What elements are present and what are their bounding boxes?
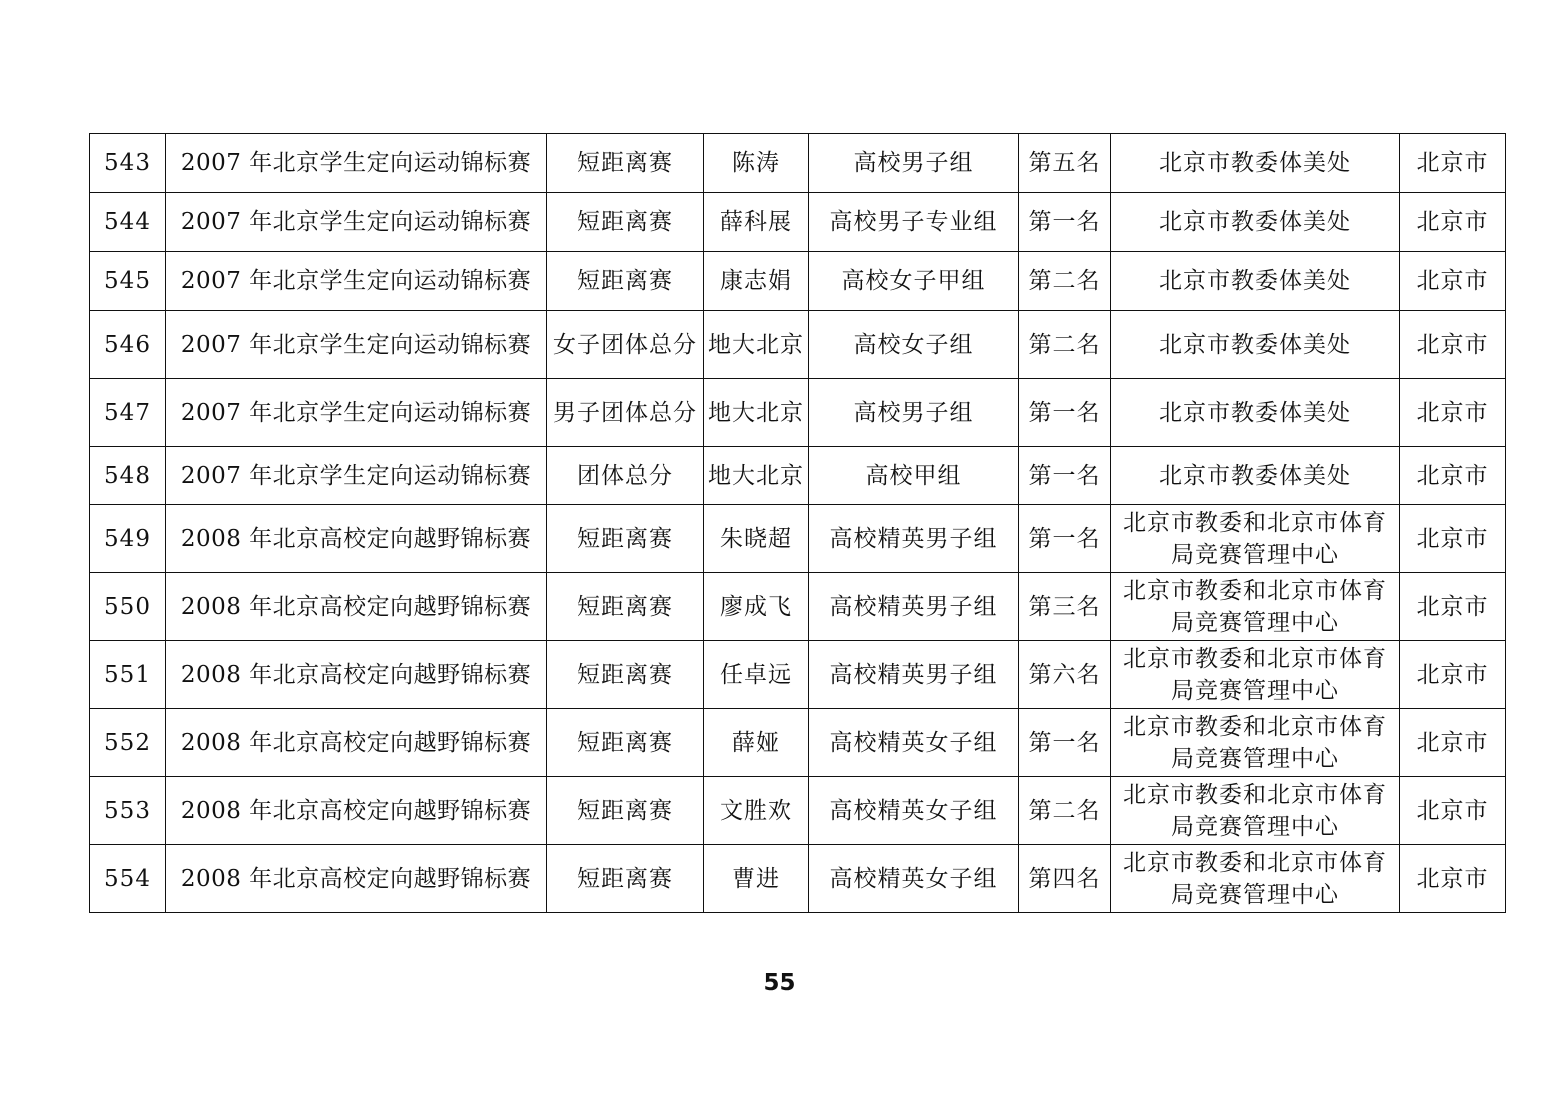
cell-organizer: 北京市教委和北京市体育局竞赛管理中心 — [1111, 777, 1400, 845]
cell-city: 北京市 — [1400, 777, 1506, 845]
cell-city: 北京市 — [1400, 252, 1506, 311]
cell-city: 北京市 — [1400, 447, 1506, 505]
cell-name: 地大北京 — [704, 311, 809, 379]
table-row — [90, 311, 1506, 379]
cell-rank: 第一名 — [1019, 447, 1111, 505]
cell-event: 2008 年北京高校定向越野锦标赛 — [166, 709, 547, 777]
cell-event: 2008 年北京高校定向越野锦标赛 — [166, 777, 547, 845]
cell-rank: 第二名 — [1019, 252, 1111, 311]
cell-group: 高校精英男子组 — [809, 641, 1019, 709]
cell-event: 2007 年北京学生定向运动锦标赛 — [166, 379, 547, 447]
cell-item: 短距离赛 — [547, 777, 704, 845]
table-row — [90, 709, 1506, 777]
cell-organizer: 北京市教委体美处 — [1111, 252, 1400, 311]
cell-number: 544 — [90, 193, 166, 252]
cell-rank: 第三名 — [1019, 573, 1111, 641]
cell-city: 北京市 — [1400, 845, 1506, 913]
cell-city: 北京市 — [1400, 311, 1506, 379]
cell-rank: 第五名 — [1019, 134, 1111, 193]
table-row — [90, 193, 1506, 252]
cell-rank: 第二名 — [1019, 311, 1111, 379]
cell-name: 朱晓超 — [704, 505, 809, 573]
cell-group: 高校女子甲组 — [809, 252, 1019, 311]
cell-group: 高校男子组 — [809, 379, 1019, 447]
cell-group: 高校精英女子组 — [809, 777, 1019, 845]
cell-group: 高校男子专业组 — [809, 193, 1019, 252]
cell-item: 短距离赛 — [547, 505, 704, 573]
cell-city: 北京市 — [1400, 505, 1506, 573]
cell-organizer: 北京市教委体美处 — [1111, 311, 1400, 379]
awards-table-body — [90, 134, 1506, 913]
cell-name: 曹进 — [704, 845, 809, 913]
cell-number: 552 — [90, 709, 166, 777]
cell-number: 546 — [90, 311, 166, 379]
cell-item: 短距离赛 — [547, 193, 704, 252]
cell-event: 2007 年北京学生定向运动锦标赛 — [166, 252, 547, 311]
cell-name: 薛娅 — [704, 709, 809, 777]
cell-organizer: 北京市教委体美处 — [1111, 134, 1400, 193]
cell-organizer: 北京市教委体美处 — [1111, 447, 1400, 505]
cell-city: 北京市 — [1400, 193, 1506, 252]
cell-name: 薛科展 — [704, 193, 809, 252]
cell-event: 2007 年北京学生定向运动锦标赛 — [166, 447, 547, 505]
cell-rank: 第二名 — [1019, 777, 1111, 845]
table-row — [90, 845, 1506, 913]
cell-name: 文胜欢 — [704, 777, 809, 845]
cell-organizer: 北京市教委和北京市体育局竞赛管理中心 — [1111, 505, 1400, 573]
cell-item: 男子团体总分 — [547, 379, 704, 447]
table-row — [90, 777, 1506, 845]
cell-name: 任卓远 — [704, 641, 809, 709]
cell-group: 高校女子组 — [809, 311, 1019, 379]
cell-number: 553 — [90, 777, 166, 845]
cell-number: 548 — [90, 447, 166, 505]
cell-group: 高校精英女子组 — [809, 845, 1019, 913]
cell-event: 2008 年北京高校定向越野锦标赛 — [166, 641, 547, 709]
cell-rank: 第六名 — [1019, 641, 1111, 709]
cell-group: 高校精英男子组 — [809, 505, 1019, 573]
awards-table — [89, 133, 1506, 913]
cell-event: 2008 年北京高校定向越野锦标赛 — [166, 845, 547, 913]
cell-organizer: 北京市教委和北京市体育局竞赛管理中心 — [1111, 641, 1400, 709]
cell-number: 554 — [90, 845, 166, 913]
cell-group: 高校精英女子组 — [809, 709, 1019, 777]
cell-event: 2007 年北京学生定向运动锦标赛 — [166, 193, 547, 252]
table-row — [90, 573, 1506, 641]
cell-item: 短距离赛 — [547, 709, 704, 777]
cell-number: 543 — [90, 134, 166, 193]
cell-item: 短距离赛 — [547, 134, 704, 193]
cell-number: 550 — [90, 573, 166, 641]
cell-item: 短距离赛 — [547, 573, 704, 641]
cell-group: 高校甲组 — [809, 447, 1019, 505]
cell-city: 北京市 — [1400, 573, 1506, 641]
table-row — [90, 641, 1506, 709]
cell-number: 547 — [90, 379, 166, 447]
table-row — [90, 379, 1506, 447]
cell-name: 康志娟 — [704, 252, 809, 311]
cell-item: 短距离赛 — [547, 252, 704, 311]
cell-event: 2007 年北京学生定向运动锦标赛 — [166, 134, 547, 193]
cell-organizer: 北京市教委和北京市体育局竞赛管理中心 — [1111, 709, 1400, 777]
cell-event: 2008 年北京高校定向越野锦标赛 — [166, 505, 547, 573]
cell-item: 短距离赛 — [547, 845, 704, 913]
table-row — [90, 447, 1506, 505]
cell-rank: 第一名 — [1019, 193, 1111, 252]
cell-item: 女子团体总分 — [547, 311, 704, 379]
cell-city: 北京市 — [1400, 709, 1506, 777]
cell-city: 北京市 — [1400, 134, 1506, 193]
cell-number: 551 — [90, 641, 166, 709]
table-row — [90, 252, 1506, 311]
cell-rank: 第一名 — [1019, 709, 1111, 777]
cell-organizer: 北京市教委体美处 — [1111, 193, 1400, 252]
cell-item: 短距离赛 — [547, 641, 704, 709]
cell-name: 廖成飞 — [704, 573, 809, 641]
cell-item: 团体总分 — [547, 447, 704, 505]
table-row — [90, 134, 1506, 193]
cell-name: 地大北京 — [704, 379, 809, 447]
cell-number: 545 — [90, 252, 166, 311]
cell-name: 地大北京 — [704, 447, 809, 505]
cell-name: 陈涛 — [704, 134, 809, 193]
cell-organizer: 北京市教委体美处 — [1111, 379, 1400, 447]
cell-city: 北京市 — [1400, 641, 1506, 709]
cell-group: 高校男子组 — [809, 134, 1019, 193]
cell-rank: 第一名 — [1019, 505, 1111, 573]
table-row — [90, 505, 1506, 573]
cell-event: 2008 年北京高校定向越野锦标赛 — [166, 573, 547, 641]
cell-rank: 第四名 — [1019, 845, 1111, 913]
cell-organizer: 北京市教委和北京市体育局竞赛管理中心 — [1111, 573, 1400, 641]
cell-rank: 第一名 — [1019, 379, 1111, 447]
cell-number: 549 — [90, 505, 166, 573]
cell-event: 2007 年北京学生定向运动锦标赛 — [166, 311, 547, 379]
cell-organizer: 北京市教委和北京市体育局竞赛管理中心 — [1111, 845, 1400, 913]
cell-city: 北京市 — [1400, 379, 1506, 447]
cell-group: 高校精英男子组 — [809, 573, 1019, 641]
page-number: 55 — [763, 970, 796, 996]
